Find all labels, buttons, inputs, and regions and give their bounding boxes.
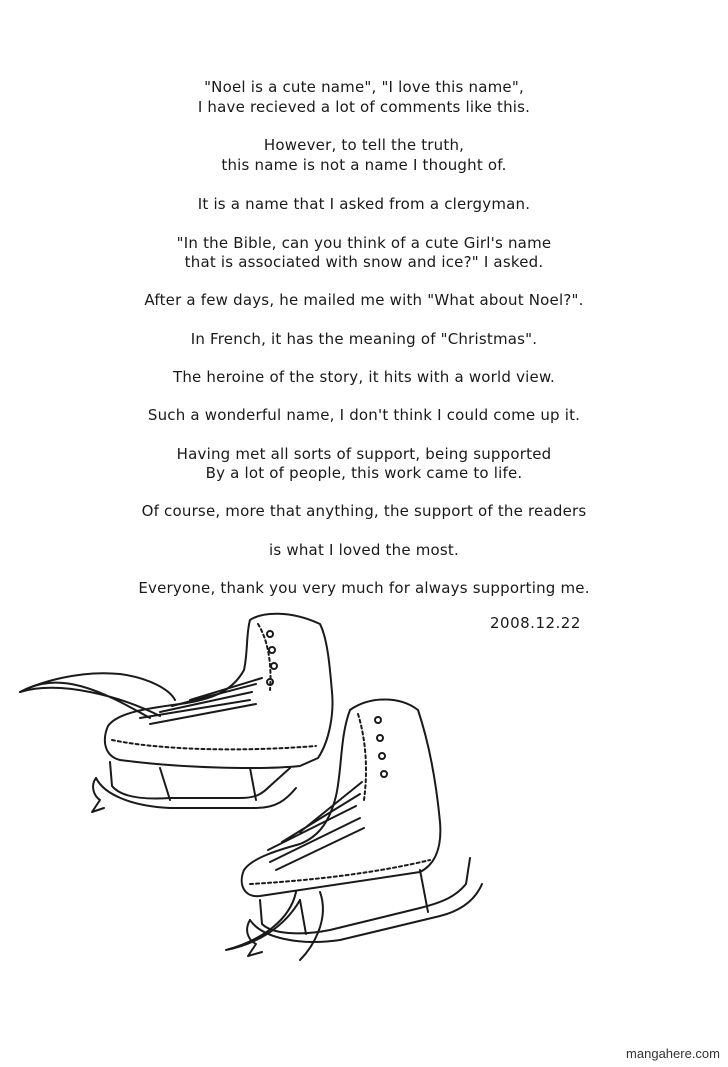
text-line: The heroine of the story, it hits with a world view. (172, 368, 556, 386)
ice-skates-illustration (0, 600, 728, 1030)
text-line: Of course, more that anything, the support of the readers (141, 502, 587, 520)
text-line: is what I loved the most. (269, 541, 459, 559)
text-line: However, to tell the truth, (263, 136, 465, 154)
text-line: this name is not a name I thought of. (221, 156, 507, 174)
date-signature: 2008.12.22 (490, 614, 581, 632)
back-skate-blade (96, 762, 296, 808)
text-line: It is a name that I asked from a clergyman. (197, 195, 531, 213)
front-skate-blade (250, 858, 482, 942)
text-line: Everyone, thank you very much for always supporting me. (138, 579, 590, 597)
text-line: "In the Bible, can you think of a cute Girl's name (176, 234, 552, 252)
text-line: In French, it has the meaning of "Christmas". (190, 330, 538, 348)
text-line: Such a wonderful name, I don't think I could come up it. (147, 406, 581, 424)
text-line: I have recieved a lot of comments like this. (197, 98, 531, 116)
text-line: Having met all sorts of support, being supported (176, 445, 552, 463)
text-line: that is associated with snow and ice?" I asked. (184, 253, 544, 271)
text-line: After a few days, he mailed me with "What about Noel?". (144, 291, 584, 309)
watermark-text: mangahere.com (626, 1046, 720, 1061)
text-line: "Noel is a cute name", "I love this name", (204, 78, 524, 96)
text-line: By a lot of people, this work came to life. (205, 464, 523, 482)
